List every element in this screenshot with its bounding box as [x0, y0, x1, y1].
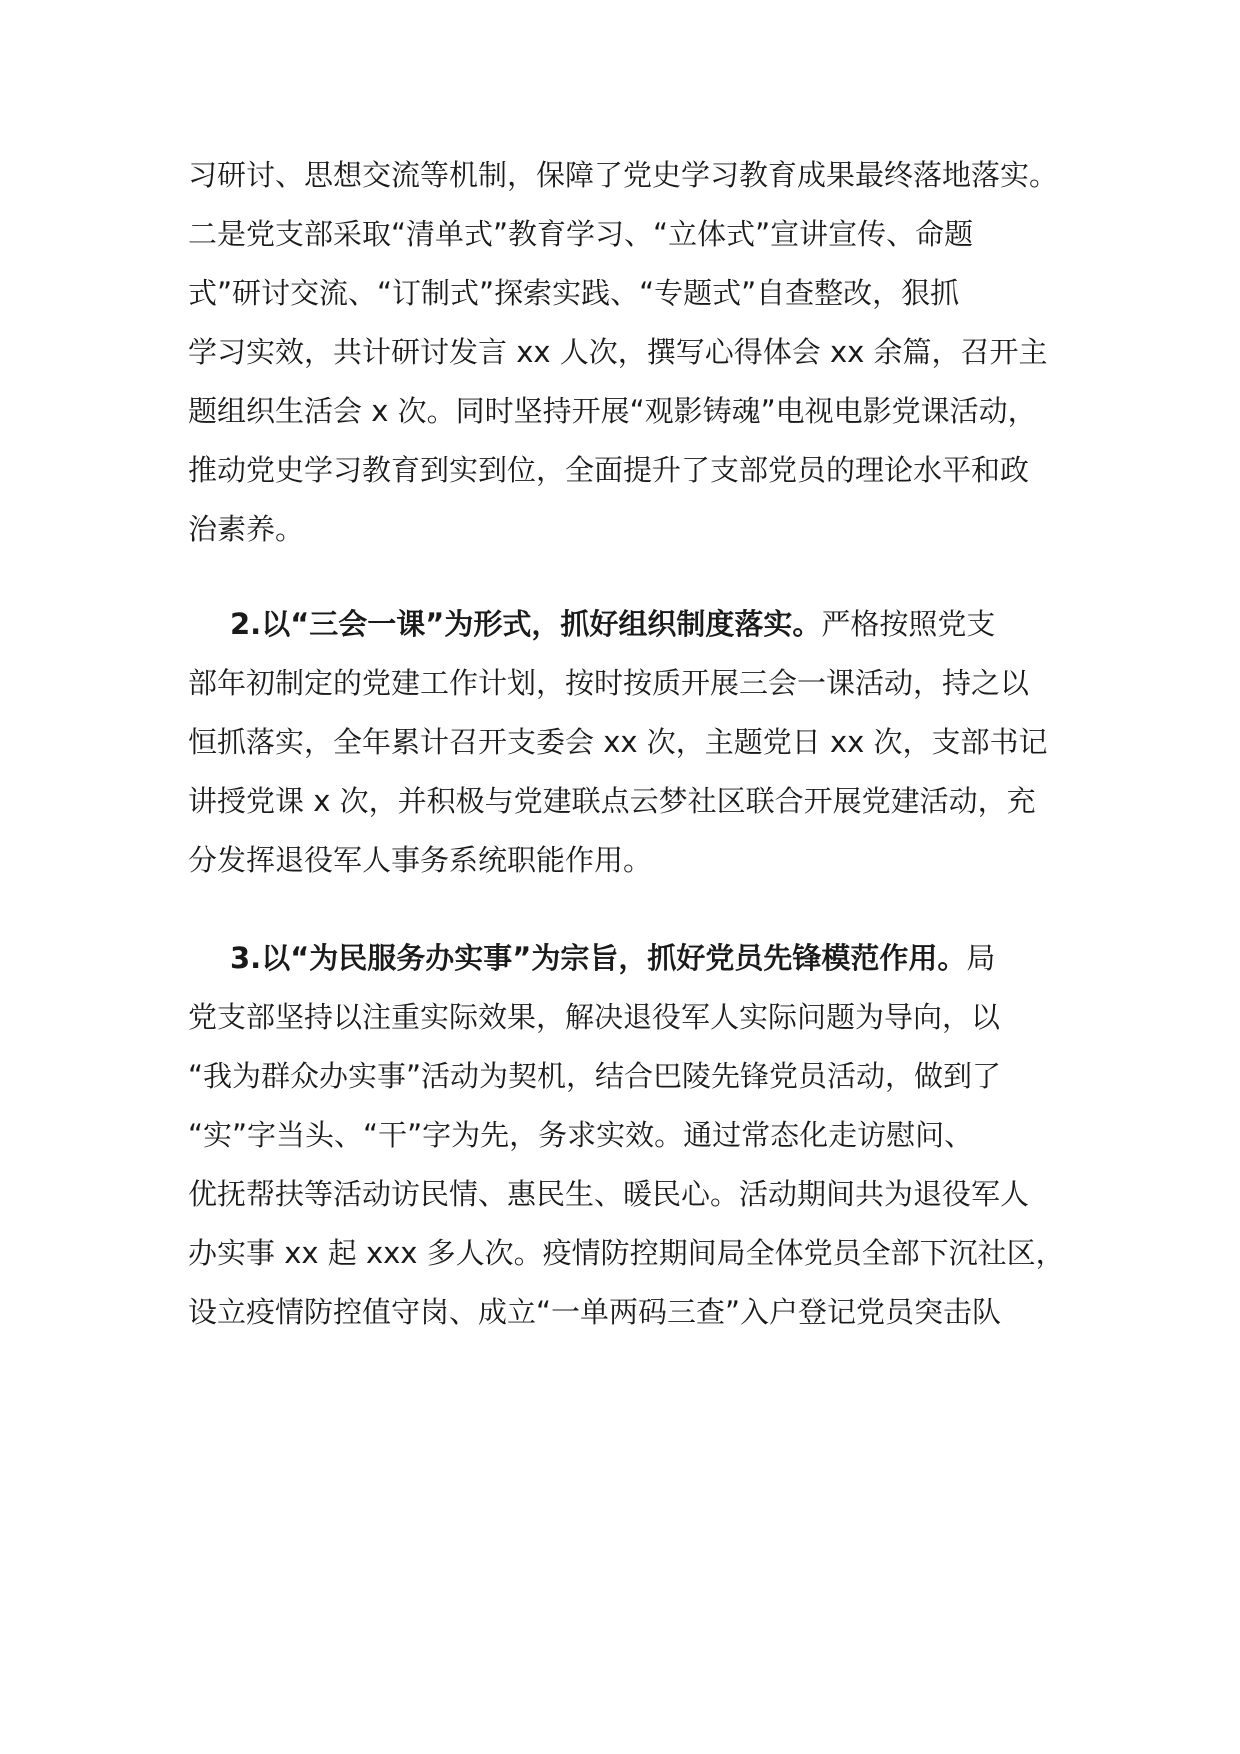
paragraph-line: 题组织生活会 x 次。同时坚持开展“观影铸魂”电视电影党课活动，: [188, 394, 1037, 428]
section-3-heading: 3.以“为民服务办实事”为宗旨，抓好党员先锋模范作用。: [230, 941, 967, 975]
paragraph-line: 学习实效，共计研讨发言 xx 人次，撰写心得体会 xx 余篇，召开主: [188, 335, 1048, 369]
paragraph-line: 治素养。: [188, 512, 305, 546]
paragraph-line: 分发挥退役军人事务系统职能作用。: [188, 843, 653, 877]
paragraph-line: 恒抓落实，全年累计召开支委会 xx 次，主题党日 xx 次，支部书记: [188, 725, 1048, 759]
paragraph-line: 讲授党课 x 次，并积极与党建联点云梦社区联合开展党建活动，充: [188, 784, 1036, 818]
section-3-first-line: [230, 938, 995, 978]
section-2-heading: 2.以“三会一课”为形式，抓好组织制度落实。: [230, 607, 822, 641]
paragraph-line: 习研讨、思想交流等机制，保障了党史学习教育成果最终落地落实。: [188, 158, 1059, 192]
paragraph-line: 推动党史学习教育到实到位，全面提升了支部党员的理论水平和政: [188, 453, 1030, 487]
section-2-first-line: [230, 604, 995, 644]
paragraph-line: “实”字当头、“干”字为先，务求实效。通过常态化走访慰问、: [188, 1118, 974, 1152]
paragraph-line: 办实事 xx 起 xxx 多人次。疫情防控期间局全体党员全部下沉社区，: [188, 1236, 1065, 1270]
paragraph-line: 部年初制定的党建工作计划，按时按质开展三会一课活动，持之以: [188, 666, 1030, 700]
paragraph-line: “我为群众办实事”活动为契机，结合巴陵先锋党员活动，做到了: [188, 1059, 1002, 1093]
paragraph-line: 优抚帮扶等活动访民情、惠民生、暖民心。活动期间共为退役军人: [188, 1177, 1030, 1211]
section-2-first-line-rest: 严格按照党支: [821, 607, 996, 641]
paragraph-line: 设立疫情防控值守岗、成立“一单两码三查”入户登记党员突击队: [188, 1295, 1002, 1329]
paragraph-line: 党支部坚持以注重实际效果，解决退役军人实际问题为导向，以: [188, 1000, 1001, 1034]
section-3-first-line-rest: 局: [966, 941, 996, 975]
paragraph-line: 式”研讨交流、“订制式”探索实践、“专题式”自查整改，狠抓: [188, 276, 960, 310]
paragraph-line: 二是党支部采取“清单式”教育学习、“立体式”宣讲宣传、命题: [188, 217, 974, 251]
